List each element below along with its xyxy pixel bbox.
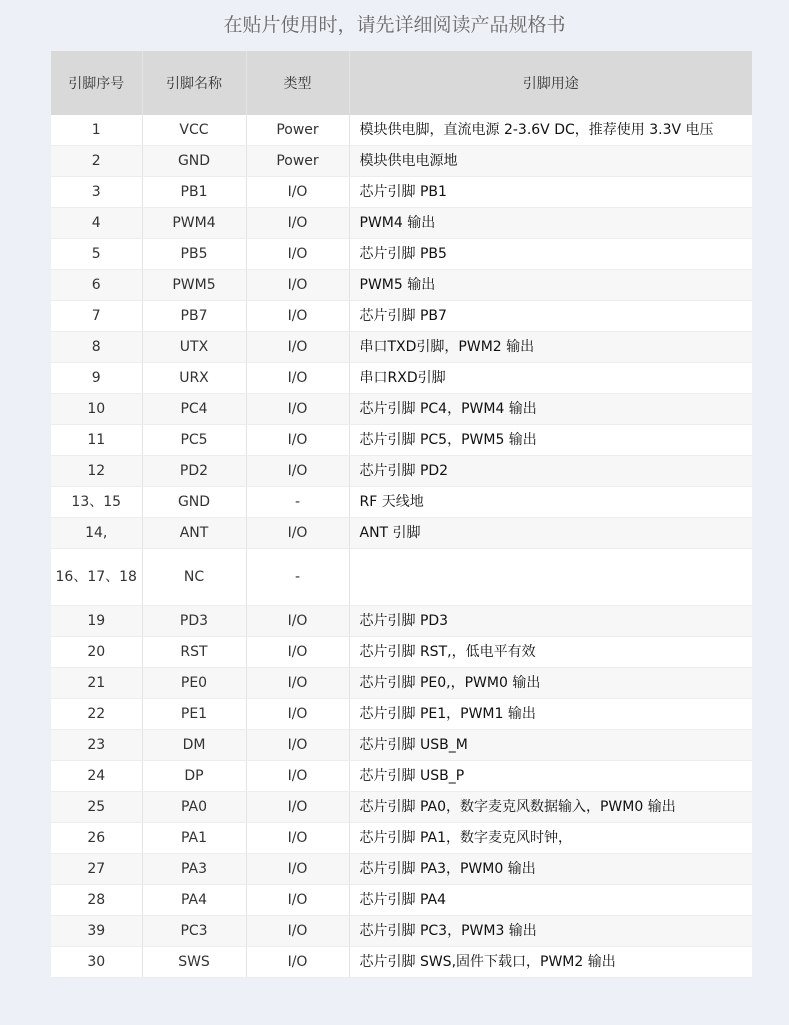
pin-type-cell: I/O bbox=[246, 239, 349, 270]
pin-number-cell: 25 bbox=[51, 792, 142, 823]
pin-usage-cell: 芯片引脚 PA1，数字麦克风时钟， bbox=[349, 823, 752, 854]
pin-type-cell: - bbox=[246, 549, 349, 606]
pin-number-cell: 12 bbox=[51, 456, 142, 487]
pin-name-cell: URX bbox=[142, 363, 246, 394]
table-body bbox=[51, 115, 752, 978]
table-row bbox=[51, 947, 752, 978]
pin-number-cell: 27 bbox=[51, 854, 142, 885]
pin-type-cell: I/O bbox=[246, 363, 349, 394]
table-row bbox=[51, 885, 752, 916]
pin-name-cell: PC5 bbox=[142, 425, 246, 456]
pin-type-cell: I/O bbox=[246, 916, 349, 947]
table-row bbox=[51, 177, 752, 208]
pin-name-cell: GND bbox=[142, 146, 246, 177]
table-row bbox=[51, 239, 752, 270]
pin-number-cell: 22 bbox=[51, 699, 142, 730]
pin-type-cell: I/O bbox=[246, 332, 349, 363]
pin-name-cell: PA0 bbox=[142, 792, 246, 823]
pin-type-cell: I/O bbox=[246, 761, 349, 792]
pin-usage-cell: 芯片引脚 PE1，PWM1 输出 bbox=[349, 699, 752, 730]
pin-type-cell: I/O bbox=[246, 947, 349, 978]
pin-name-cell: PC3 bbox=[142, 916, 246, 947]
pin-type-cell: I/O bbox=[246, 823, 349, 854]
pin-type-cell: I/O bbox=[246, 270, 349, 301]
pin-type-cell: I/O bbox=[246, 854, 349, 885]
pin-number-cell: 20 bbox=[51, 637, 142, 668]
table-row bbox=[51, 916, 752, 947]
table-row bbox=[51, 668, 752, 699]
pin-name-cell: PA1 bbox=[142, 823, 246, 854]
pin-number-cell: 9 bbox=[51, 363, 142, 394]
pin-usage-cell: RF 天线地 bbox=[349, 487, 752, 518]
pin-usage-cell: 芯片引脚 USB_P bbox=[349, 761, 752, 792]
pin-name-cell: DP bbox=[142, 761, 246, 792]
pin-usage-cell: 芯片引脚 PA3，PWM0 输出 bbox=[349, 854, 752, 885]
pin-type-cell: I/O bbox=[246, 668, 349, 699]
table-row bbox=[51, 699, 752, 730]
pin-number-cell: 5 bbox=[51, 239, 142, 270]
pin-name-cell: PB1 bbox=[142, 177, 246, 208]
table-row bbox=[51, 301, 752, 332]
pin-name-cell: SWS bbox=[142, 947, 246, 978]
pin-name-cell: PA4 bbox=[142, 885, 246, 916]
pin-name-cell: UTX bbox=[142, 332, 246, 363]
pin-type-cell: I/O bbox=[246, 301, 349, 332]
table-row bbox=[51, 854, 752, 885]
table-row bbox=[51, 823, 752, 854]
pin-number-cell: 39 bbox=[51, 916, 142, 947]
pin-name-cell: ANT bbox=[142, 518, 246, 549]
pin-usage-cell: 芯片引脚 USB_M bbox=[349, 730, 752, 761]
pin-number-cell: 30 bbox=[51, 947, 142, 978]
pin-type-cell: Power bbox=[246, 115, 349, 146]
pin-number-cell: 8 bbox=[51, 332, 142, 363]
pin-name-cell: PB7 bbox=[142, 301, 246, 332]
table-row bbox=[51, 456, 752, 487]
pin-usage-cell: 芯片引脚 SWS,固件下载口，PWM2 输出 bbox=[349, 947, 752, 978]
table-row bbox=[51, 792, 752, 823]
pin-type-cell: I/O bbox=[246, 394, 349, 425]
pin-type-cell: I/O bbox=[246, 208, 349, 239]
pin-number-cell: 10 bbox=[51, 394, 142, 425]
pin-name-cell: GND bbox=[142, 487, 246, 518]
header-pin-type: 类型 bbox=[246, 51, 349, 115]
table-row bbox=[51, 730, 752, 761]
pin-type-cell: I/O bbox=[246, 792, 349, 823]
pin-name-cell: PE1 bbox=[142, 699, 246, 730]
pin-name-cell: PD2 bbox=[142, 456, 246, 487]
pin-name-cell: PWM4 bbox=[142, 208, 246, 239]
header-pin-usage: 引脚用途 bbox=[349, 51, 752, 115]
table-row bbox=[51, 637, 752, 668]
pin-number-cell: 1 bbox=[51, 115, 142, 146]
pin-usage-cell: PWM4 输出 bbox=[349, 208, 752, 239]
pin-usage-cell: 芯片引脚 PA0，数字麦克风数据输入，PWM0 输出 bbox=[349, 792, 752, 823]
pin-number-cell: 14, bbox=[51, 518, 142, 549]
pin-name-cell: RST bbox=[142, 637, 246, 668]
header-pin-name: 引脚名称 bbox=[142, 51, 246, 115]
pin-name-cell: PC4 bbox=[142, 394, 246, 425]
pin-name-cell: DM bbox=[142, 730, 246, 761]
pin-number-cell: 21 bbox=[51, 668, 142, 699]
pin-usage-cell bbox=[349, 549, 752, 606]
pin-number-cell: 2 bbox=[51, 146, 142, 177]
table-row bbox=[51, 208, 752, 239]
pin-type-cell: I/O bbox=[246, 699, 349, 730]
table-header-row bbox=[51, 51, 752, 115]
pin-number-cell: 23 bbox=[51, 730, 142, 761]
pin-type-cell: I/O bbox=[246, 730, 349, 761]
usage-notice: 在贴片使用时，请先详细阅读产品规格书 bbox=[223, 14, 566, 36]
pin-usage-cell: 串口RXD引脚 bbox=[349, 363, 752, 394]
pin-usage-cell: 芯片引脚 PC5，PWM5 输出 bbox=[349, 425, 752, 456]
pin-usage-cell: 芯片引脚 PC4，PWM4 输出 bbox=[349, 394, 752, 425]
pin-usage-cell: 模块供电脚，直流电源 2-3.6V DC，推荐使用 3.3V 电压 bbox=[349, 115, 752, 146]
table-row bbox=[51, 332, 752, 363]
pin-name-cell: NC bbox=[142, 549, 246, 606]
table-row bbox=[51, 761, 752, 792]
table-row bbox=[51, 606, 752, 637]
pin-usage-cell: 芯片引脚 PA4 bbox=[349, 885, 752, 916]
pin-usage-cell: 芯片引脚 RST,，低电平有效 bbox=[349, 637, 752, 668]
table-row bbox=[51, 487, 752, 518]
pin-number-cell: 26 bbox=[51, 823, 142, 854]
pin-type-cell: Power bbox=[246, 146, 349, 177]
table-row bbox=[51, 518, 752, 549]
pin-number-cell: 6 bbox=[51, 270, 142, 301]
pin-usage-cell: 芯片引脚 PE0,，PWM0 输出 bbox=[349, 668, 752, 699]
pin-type-cell: I/O bbox=[246, 885, 349, 916]
table-row bbox=[51, 270, 752, 301]
pin-number-cell: 28 bbox=[51, 885, 142, 916]
pin-usage-cell: 模块供电电源地 bbox=[349, 146, 752, 177]
pin-name-cell: PE0 bbox=[142, 668, 246, 699]
header-pin-number: 引脚序号 bbox=[51, 51, 142, 115]
pin-number-cell: 11 bbox=[51, 425, 142, 456]
pin-name-cell: VCC bbox=[142, 115, 246, 146]
pin-usage-cell: 串口TXD引脚，PWM2 输出 bbox=[349, 332, 752, 363]
pin-name-cell: PB5 bbox=[142, 239, 246, 270]
pin-number-cell: 13、15 bbox=[51, 487, 142, 518]
table-row bbox=[51, 363, 752, 394]
pin-type-cell: I/O bbox=[246, 637, 349, 668]
pin-usage-cell: ANT 引脚 bbox=[349, 518, 752, 549]
table-row bbox=[51, 549, 752, 606]
pin-number-cell: 7 bbox=[51, 301, 142, 332]
pin-type-cell: - bbox=[246, 487, 349, 518]
pin-type-cell: I/O bbox=[246, 456, 349, 487]
pin-usage-cell: 芯片引脚 PD2 bbox=[349, 456, 752, 487]
pin-type-cell: I/O bbox=[246, 177, 349, 208]
pin-usage-cell: 芯片引脚 PD3 bbox=[349, 606, 752, 637]
pin-number-cell: 4 bbox=[51, 208, 142, 239]
pin-number-cell: 3 bbox=[51, 177, 142, 208]
table-row bbox=[51, 425, 752, 456]
table-row bbox=[51, 394, 752, 425]
pin-usage-cell: 芯片引脚 PB7 bbox=[349, 301, 752, 332]
pin-definition-table bbox=[51, 51, 752, 978]
pin-number-cell: 24 bbox=[51, 761, 142, 792]
table-row bbox=[51, 115, 752, 146]
pin-name-cell: PD3 bbox=[142, 606, 246, 637]
pin-usage-cell: 芯片引脚 PB1 bbox=[349, 177, 752, 208]
pin-name-cell: PA3 bbox=[142, 854, 246, 885]
pin-usage-cell: 芯片引脚 PC3，PWM3 输出 bbox=[349, 916, 752, 947]
pin-usage-cell: 芯片引脚 PB5 bbox=[349, 239, 752, 270]
pin-usage-cell: PWM5 输出 bbox=[349, 270, 752, 301]
pin-number-cell: 19 bbox=[51, 606, 142, 637]
pin-type-cell: I/O bbox=[246, 425, 349, 456]
pin-type-cell: I/O bbox=[246, 518, 349, 549]
pin-type-cell: I/O bbox=[246, 606, 349, 637]
pin-name-cell: PWM5 bbox=[142, 270, 246, 301]
table-row bbox=[51, 146, 752, 177]
pin-number-cell: 16、17、18 bbox=[51, 549, 142, 606]
